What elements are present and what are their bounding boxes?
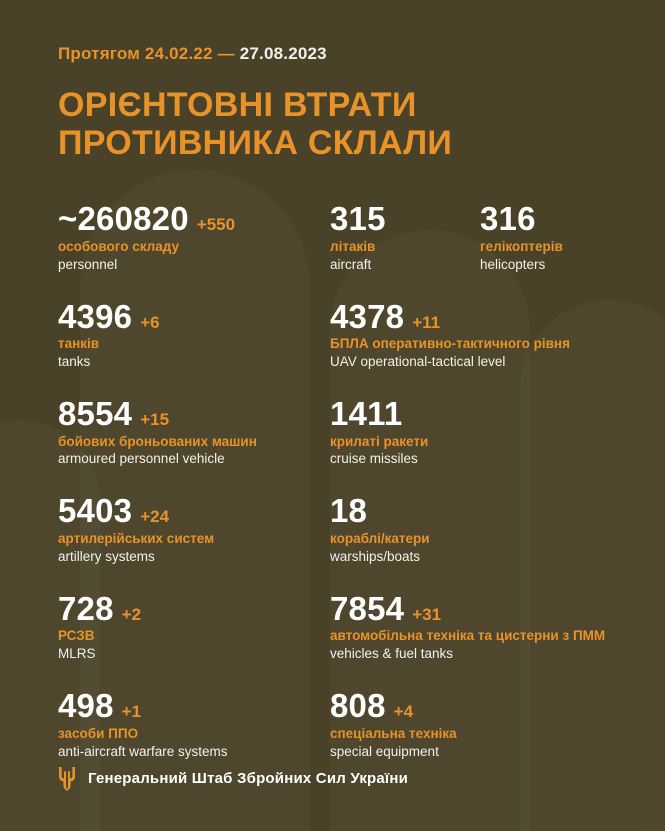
stat-tanks — [58, 297, 330, 371]
footer — [58, 765, 408, 791]
stat-aa-systems-label-en: anti-aircraft warfare systems — [58, 743, 228, 759]
stat-apv-label-en: armoured personnel vehicle — [58, 451, 225, 467]
stat-vehicles-delta: +31 — [412, 604, 442, 624]
stat-vehicles-value: 7854 — [330, 589, 405, 627]
stat-uav-label-en: UAV operational-tactical level — [330, 354, 506, 370]
stats-top-row — [58, 202, 607, 273]
stat-tanks-label-ua: танків — [58, 336, 100, 352]
page-title — [58, 86, 607, 162]
stat-uav-value: 4378 — [330, 297, 405, 335]
stat-vehicles-label-en: vehicles & fuel tanks — [330, 646, 454, 662]
footer-text: Генеральний Штаб Збройних Сил України — [88, 769, 409, 787]
stat-mlrs-label-en: MLRS — [58, 646, 96, 662]
stat-mlrs-label-ua: РСЗВ — [58, 628, 95, 644]
stat-aircraft — [330, 202, 480, 273]
date-range — [58, 44, 607, 64]
stat-special-equipment — [330, 689, 607, 760]
stat-apv-delta: +15 — [140, 409, 170, 429]
stat-uav-label-ua: БПЛА оперативно-тактичного рівня — [330, 336, 570, 352]
stat-aircraft-value: 315 — [330, 200, 386, 238]
stat-apv-value: 8554 — [58, 394, 133, 432]
stat-helicopters-value: 316 — [480, 200, 536, 238]
stat-mlrs-value: 728 — [58, 589, 114, 627]
stat-personnel-label-ua: особового складу — [58, 238, 179, 254]
stats-columns — [58, 297, 607, 787]
date-range-prefix: Протягом 24.02.22 — — [58, 44, 240, 63]
stat-warships-value: 18 — [330, 492, 368, 530]
stat-personnel — [58, 202, 330, 273]
stat-tanks-label-en: tanks — [58, 354, 91, 370]
stat-personnel-label-en: personnel — [58, 256, 118, 272]
stat-aa-systems — [58, 689, 330, 760]
stat-aa-systems-label-ua: засоби ППО — [58, 725, 139, 741]
stat-aa-systems-delta: +1 — [121, 702, 142, 722]
stat-apv-label-ua: бойових броньованих машин — [58, 433, 257, 449]
stat-special-equipment-delta: +4 — [393, 702, 414, 722]
stat-mlrs — [58, 589, 330, 663]
stat-cruise-missiles-label-ua: крилаті ракети — [330, 433, 429, 449]
stat-aircraft-label-en: aircraft — [330, 256, 372, 272]
headline-line-1: ОРІЄНТОВНІ ВТРАТИ — [58, 86, 417, 124]
stat-helicopters-label-en: helicopters — [480, 256, 546, 272]
stat-warships-label-en: warships/boats — [330, 548, 421, 564]
stat-aa-systems-value: 498 — [58, 687, 114, 725]
stat-mlrs-delta: +2 — [121, 604, 142, 624]
stat-special-equipment-label-en: special equipment — [330, 743, 439, 759]
stat-warships-label-ua: кораблі/катери — [330, 530, 430, 546]
stats-column-left — [58, 297, 330, 787]
stat-aircraft-label-ua: літаків — [330, 238, 376, 254]
stat-vehicles — [330, 589, 607, 663]
stat-helicopters — [480, 202, 607, 273]
stat-special-equipment-value: 808 — [330, 687, 386, 725]
stat-warships — [330, 494, 607, 565]
trident-icon — [58, 765, 76, 791]
stat-artillery-label-en: artillery systems — [58, 548, 155, 564]
stat-helicopters-label-ua: гелікоптерів — [480, 238, 563, 254]
stat-vehicles-label-ua: автомобільна техніка та цистерни з ПММ — [330, 628, 606, 644]
stat-cruise-missiles-value: 1411 — [330, 394, 403, 432]
stats-column-right — [330, 297, 607, 787]
stat-apv — [58, 394, 330, 468]
stat-artillery-label-ua: артилерійських систем — [58, 530, 215, 546]
stat-cruise-missiles-label-en: cruise missiles — [330, 451, 418, 467]
stat-personnel-value: ~260820 — [58, 200, 189, 238]
stat-special-equipment-label-ua: спеціальна техніка — [330, 725, 457, 741]
headline-line-2: ПРОТИВНИКА СКЛАЛИ — [58, 124, 453, 163]
stat-uav — [330, 297, 607, 371]
stat-tanks-value: 4396 — [58, 297, 133, 335]
stat-cruise-missiles — [330, 394, 607, 468]
stat-artillery — [58, 494, 330, 565]
date-range-end: 27.08.2023 — [239, 44, 327, 63]
stat-personnel-delta: +550 — [196, 215, 236, 235]
stat-tanks-delta: +6 — [140, 312, 160, 332]
stat-artillery-delta: +24 — [140, 507, 170, 527]
stat-artillery-value: 5403 — [58, 492, 133, 530]
stat-uav-delta: +11 — [412, 312, 441, 332]
